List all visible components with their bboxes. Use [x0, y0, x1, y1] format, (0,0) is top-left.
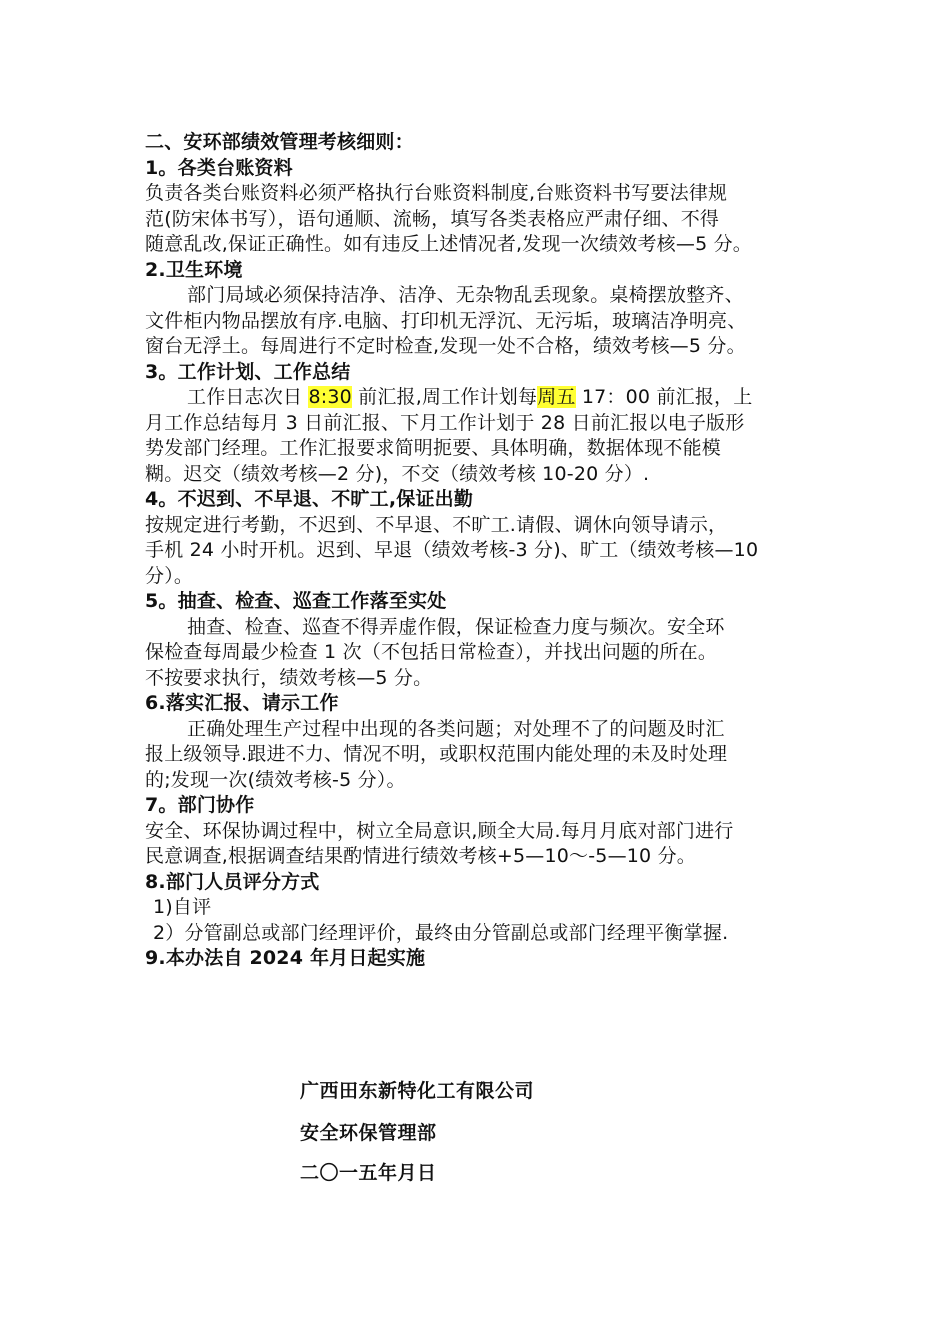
- section-6-line-3: 的;发现一次(绩效考核-5 分）。: [145, 768, 406, 791]
- section-2-title: 2.卫生环境: [145, 258, 243, 281]
- section-5-line-1: 抽查、检查、巡查不得弄虚作假，保证检查力度与频次。安全环: [187, 615, 725, 638]
- section-4-line-3: 分）。: [145, 564, 194, 587]
- section-4-line-1: 按规定进行考勤，不迟到、不早退、不旷工.请假、调休向领导请示，: [145, 513, 728, 536]
- section-1-line-1: 负责各类台账资料必须严格执行台账资料制度,台账资料书写要法律规: [145, 182, 728, 204]
- section-7-line-2: 民意调查,根据调查结果酌情进行绩效考核+5—10～-5—10 分。: [145, 845, 696, 867]
- section-5-line-3: 不按要求执行，绩效考核—5 分。: [145, 666, 433, 689]
- section-2-line-1: 部门局域必须保持洁净、洁净、无杂物乱丢现象。桌椅摆放整齐、: [187, 284, 744, 306]
- section-3-line-4: 糊。迟交（绩效考核—2 分)，不交（绩效考核 10-20 分）.: [145, 462, 650, 485]
- section-2-line-3: 窗台无浮土。每周进行不定时检查,发现一处不合格，绩效考核—5 分。: [145, 335, 746, 357]
- section-8-title: 8.部门人员评分方式: [145, 870, 320, 893]
- section-3-line-1-text-b: 前汇报,周工作计划每: [351, 386, 538, 408]
- section-1-line-3: 随意乱改,保证正确性。如有违反上述情况者,发现一次绩效考核—5 分。: [145, 233, 753, 255]
- section-6-title: 6.落实汇报、请示工作: [145, 692, 339, 714]
- section-3-line-1-text-c: 17：00 前汇报，上: [575, 386, 753, 408]
- signature-department: 安全环保管理部: [300, 1122, 437, 1144]
- section-4-line-2: 手机 24 小时开机。迟到、早退（绩效考核-3 分)、旷工（绩效考核—10: [145, 539, 759, 561]
- section-3-line-3: 势发部门经理。工作汇报要求简明扼要、具体明确，数据体现不能模: [145, 437, 722, 459]
- section-heading: 二、安环部绩效管理考核细则：: [145, 131, 414, 153]
- section-5-title: 5。抽查、检查、巡查工作落至实处: [145, 590, 447, 612]
- section-3-line-1: [145, 385, 835, 411]
- section-4-title: 4。不迟到、不早退、不旷工,保证出勤: [145, 488, 474, 510]
- section-7-title: 7。部门协作: [145, 794, 255, 816]
- signature-date: 二〇一五年月日: [300, 1162, 437, 1184]
- section-5-line-2: 保检查每周最少检查 1 次（不包括日常检查），并找出问题的所在。: [145, 641, 718, 663]
- highlight-time: 8:30: [308, 386, 352, 408]
- highlight-weekday: 周五: [537, 386, 576, 408]
- section-6-line-2: 报上级领导.跟进不力、情况不明，或职权范围内能处理的未及时处理: [145, 743, 728, 765]
- section-2-line-2: 文件柜内物品摆放有序.电脑、打印机无浮沉、无污垢，玻璃洁净明亮、: [145, 309, 747, 332]
- section-3-line-1-text-a: 工作日志次日: [187, 386, 309, 408]
- document-body: [145, 130, 835, 972]
- section-6-line-1: 正确处理生产过程中出现的各类问题；对处理不了的问题及时汇: [187, 717, 725, 740]
- section-7-line-1: 安全、环保协调过程中，树立全局意识,顾全大局.每月月底对部门进行: [145, 819, 734, 842]
- section-3-line-2: 月工作总结每月 3 日前汇报、下月工作计划于 28 日前汇报以电子版形: [145, 411, 745, 434]
- section-1-title: 1。各类台账资料: [145, 156, 293, 179]
- signature-company: 广西田东新特化工有限公司: [300, 1080, 535, 1102]
- section-8-item-2: 2）分管副总或部门经理评价，最终由分管副总或部门经理平衡掌握.: [153, 921, 729, 944]
- section-1-line-2: 范(防宋体书写），语句通顺、流畅，填写各类表格应严肃仔细、不得: [145, 207, 720, 230]
- section-3-title: 3。工作计划、工作总结: [145, 360, 351, 383]
- section-8-item-1: 1)自评: [153, 896, 212, 918]
- section-9-title: 9.本办法自 2024 年月日起实施: [145, 947, 426, 969]
